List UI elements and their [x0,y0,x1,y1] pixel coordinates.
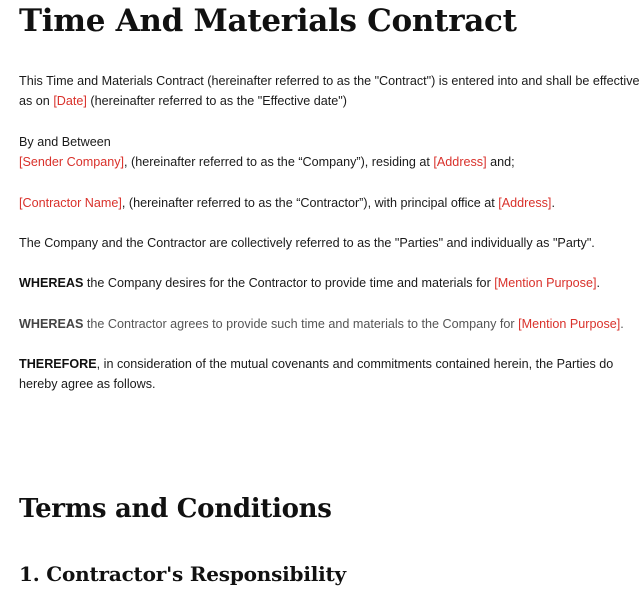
sender-text: , (hereinafter referred to as the “Company”), residing at [124,155,434,169]
whereas-1-purpose-placeholder[interactable]: [Mention Purpose] [494,276,597,290]
contractor-text: , (hereinafter referred to as the “Contractor”), with principal office at [121,196,499,210]
document-title: Time And Materials Contract [19,3,517,39]
whereas-2-purpose-placeholder[interactable]: [Mention Purpose] [518,317,621,331]
whereas-1-text: the Company desires for the Contractor to provide time and materials for [83,276,495,290]
therefore-line-2: hereby agree as follows. [19,377,156,391]
whereas-2 [19,314,624,334]
whereas-1-end: . [596,276,600,290]
parties-block [19,132,515,172]
contractor-address-placeholder[interactable]: [Address] [498,196,552,210]
by-and-between-label: By and Between [19,135,111,149]
parties-definition [19,233,595,253]
whereas-2-end: . [620,317,624,331]
intro-paragraph [19,71,640,111]
whereas-2-text: the Contractor agrees to provide such time and materials to the Company for [83,317,519,331]
sender-company-placeholder[interactable]: [Sender Company] [19,155,125,169]
sender-end: and; [486,155,515,169]
intro-line-2 [19,91,640,111]
whereas-2-line [19,314,624,334]
section-1-heading: 1. Contractor's Responsibility [19,562,346,586]
intro-text-end: (hereinafter referred to as the "Effective date") [86,94,347,108]
whereas-2-keyword: WHEREAS [19,317,84,331]
intro-text: as on [19,94,54,108]
therefore-line-1 [19,354,613,374]
sender-address-placeholder[interactable]: [Address] [433,155,487,169]
therefore-keyword: THEREFORE [19,357,97,371]
parties-text: The Company and the Contractor are collectively referred to as the "Parties" and individually as "Party". [19,236,595,250]
whereas-1-keyword: WHEREAS [19,276,84,290]
whereas-1-line [19,273,600,293]
sender-company-line [19,152,515,172]
contractor-line [19,193,555,213]
terms-heading: Terms and Conditions [19,494,332,524]
therefore-text: , in consideration of the mutual covenants and commitments contained herein, the Parties do [96,357,614,371]
contractor-block [19,193,555,213]
date-placeholder[interactable]: [Date] [53,94,87,108]
contractor-name-placeholder[interactable]: [Contractor Name] [19,196,122,210]
intro-line-1: This Time and Materials Contract (hereinafter referred to as the "Contract") is entered into and shall be effective [19,74,640,88]
contractor-end: . [551,196,555,210]
therefore-paragraph [19,354,613,394]
whereas-1 [19,273,600,293]
document-page [19,0,642,586]
